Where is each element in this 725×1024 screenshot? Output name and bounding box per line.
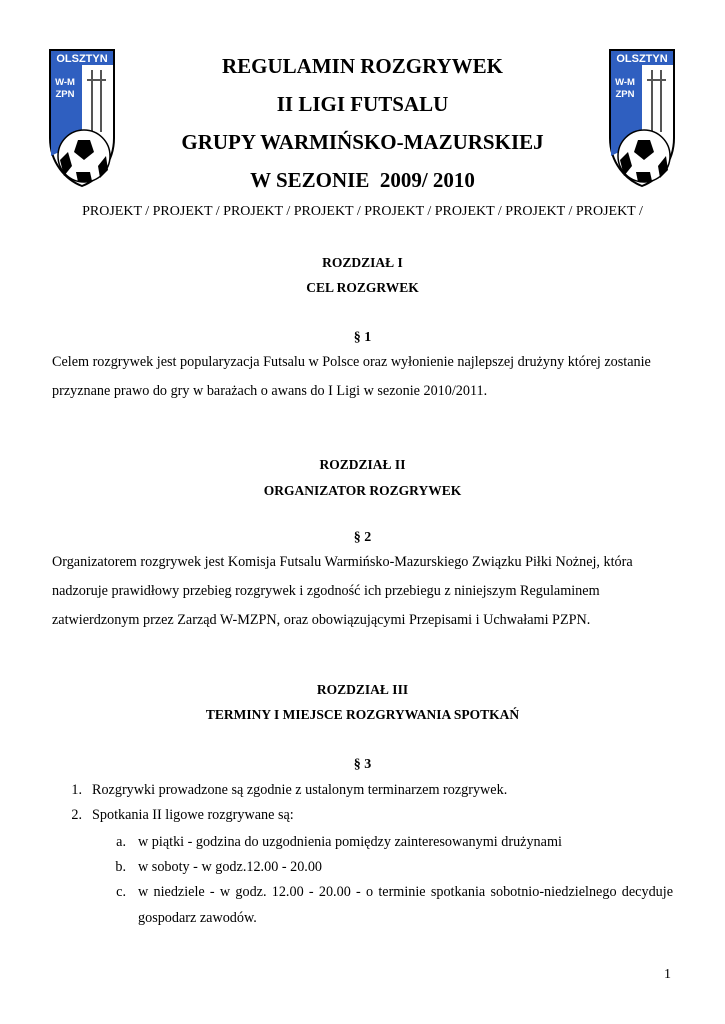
chapter-title: ORGANIZATOR ROZGRYWEK [263, 483, 462, 498]
list-marker: 1. [71, 782, 82, 798]
sublist-item-continuation: gospodarz zawodów. [138, 910, 257, 926]
sublist-marker: a. [116, 834, 126, 850]
list-item-text: Rozgrywki prowadzone są zgodnie z ustalonym terminarzem rozgrywek. [92, 782, 508, 798]
chapter-heading: ROZDZIAŁ II [319, 457, 406, 472]
paragraph-number: § 1 [353, 330, 372, 345]
chapter-title: TERMINY I MIEJSCE ROZGRYWANIA SPOTKAŃ [205, 707, 520, 722]
page-number: 1 [664, 967, 671, 982]
chapter-heading: ROZDZIAŁ III [316, 682, 409, 697]
list-item-text: Spotkania II ligowe rozgrywane są: [92, 807, 294, 823]
paragraph-text-line: nadzoruje prawidłowy przebieg rozgrywek i zgodność ich przebiegu z niniejszym Regulaminem [52, 583, 600, 599]
paragraph-text-line: Organizatorem rozgrywek jest Komisja Futsalu Warmińsko-Mazurskiego Związku Piłki Nożnej, która [52, 554, 633, 570]
paragraph-text-line: przyznane prawo do gry w barażach o awans do I Ligi w sezonie 2010/2011. [52, 383, 488, 399]
svg-text:OLSZTYN: OLSZTYN [56, 53, 108, 65]
paragraph-number: § 2 [353, 530, 372, 545]
draft-banner: PROJEKT / PROJEKT / PROJEKT / PROJEKT / PROJEKT / PROJEKT / PROJEKT / PROJEKT / [82, 204, 643, 219]
paragraph-text-line: zatwierdzonym przez Zarząd W-MZPN, oraz obowiązującymi Przepisami i Uchwałami PZPN. [52, 612, 591, 628]
paragraph-number: § 3 [353, 757, 372, 772]
sublist-marker: b. [115, 859, 126, 875]
svg-text:ZPN: ZPN [55, 89, 75, 100]
chapter-heading: ROZDZIAŁ I [322, 255, 403, 270]
svg-text:W-M: W-M [55, 77, 75, 88]
document-title-line-1: REGULAMIN ROZGRYWEK [221, 54, 504, 78]
sublist-item-text: w soboty - w godz.12.00 - 20.00 [138, 859, 323, 875]
svg-text:ZPN: ZPN [615, 89, 635, 100]
document-title-line-4: W SEZONIE 2009/ 2010 [250, 168, 475, 192]
chapter-title: CEL ROZGRWEK [306, 280, 419, 295]
list-marker: 2. [71, 807, 82, 823]
svg-text:OLSZTYN: OLSZTYN [616, 53, 668, 65]
sublist-item-text: w niedziele - w godz. 12.00 - 20.00 - o terminie spotkania sobotnio-niedzielnego decyduje [138, 884, 673, 900]
paragraph-text-line: Celem rozgrywek jest popularyzacja Futsalu w Polsce oraz wyłonienie najlepszej drużyny której zostanie [52, 354, 651, 370]
sublist-item-text: w piątki - godzina do uzgodnienia pomiędzy zainteresowanymi drużynami [138, 834, 562, 850]
document-title-line-2: II LIGI FUTSALU [276, 92, 449, 116]
sublist-marker: c. [116, 884, 126, 900]
svg-text:W-M: W-M [615, 77, 635, 88]
document-title-line-3: GRUPY WARMIŃSKO-MAZURSKIEJ [181, 130, 544, 154]
